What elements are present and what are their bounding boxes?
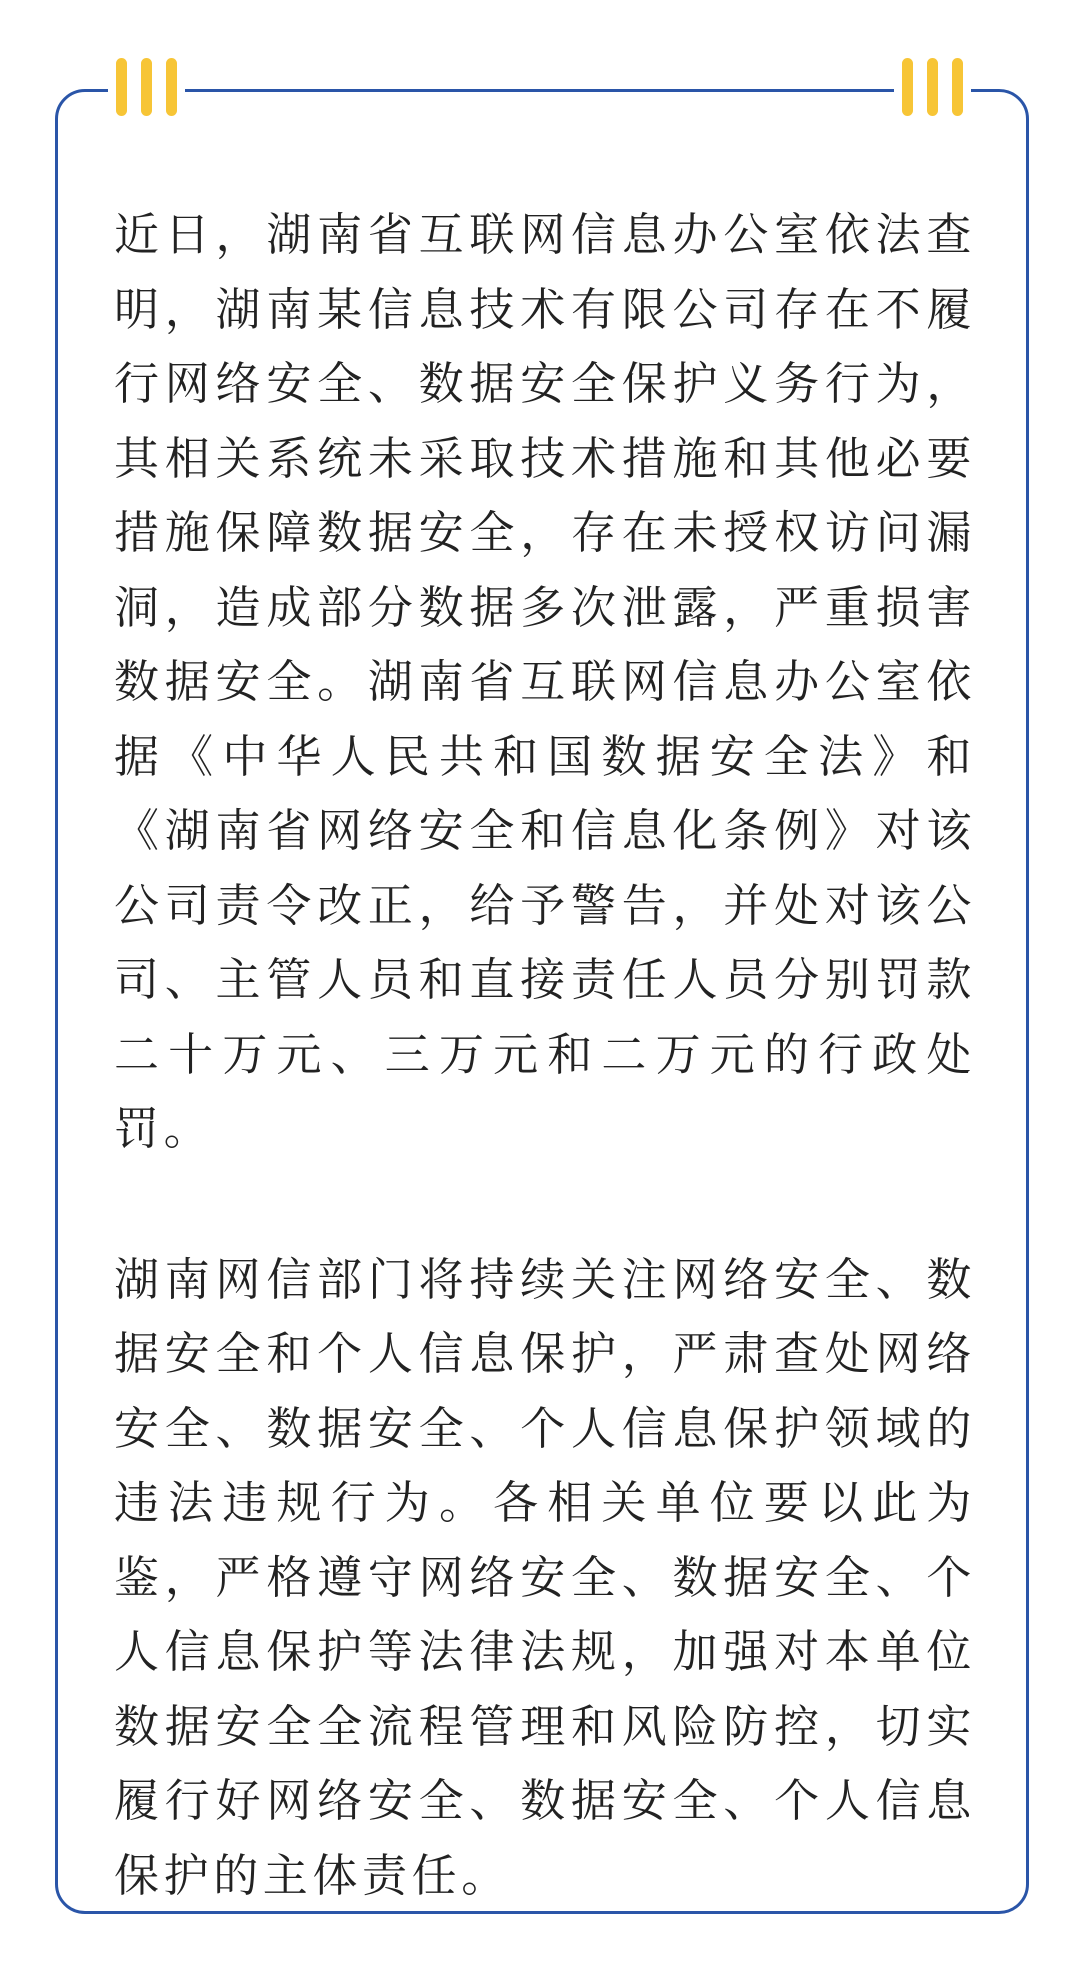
decor-bars-left [108, 58, 185, 116]
decor-bar [927, 58, 938, 116]
article-paragraph-2: 湖南网信部门将持续关注网络安全、数据安全和个人信息保护，严肃查处网络安全、数据安全、个人信息保护领域的违法违规行为。各相关单位要以此为鉴，严格遵守网络安全、数据安全、个人信息保护等法律法规，加强对本单位数据安全全流程管理和风险防控，切实履行好网络安全、数据安全、个人信息保护的主体责任。 [114, 1252, 976, 1902]
article-paragraph-1: 近日，湖南省互联网信息办公室依法查明，湖南某信息技术有限公司存在不履行网络安全、数据安全保护义务行为，其相关系统未采取技术措施和其他必要措施保障数据安全，存在未授权访问漏洞，造成部分数据多次泄露，严重损害数据安全。湖南省互联网信息办公室依据《中华人民共和国数据安全法》和《湖南省网络安全和信息化条例》对该公司责令改正，给予警告，并处对该公司、主管人员和直接责任人员分别罚款二十万元、三万元和二万元的行政处罚。 [114, 208, 976, 1155]
article-body [114, 198, 976, 1913]
decor-bar [952, 58, 963, 116]
decor-bar [116, 58, 127, 116]
decor-bar [141, 58, 152, 116]
decor-bars-right [894, 58, 971, 116]
decor-bar [902, 58, 913, 116]
decor-bar [166, 58, 177, 116]
